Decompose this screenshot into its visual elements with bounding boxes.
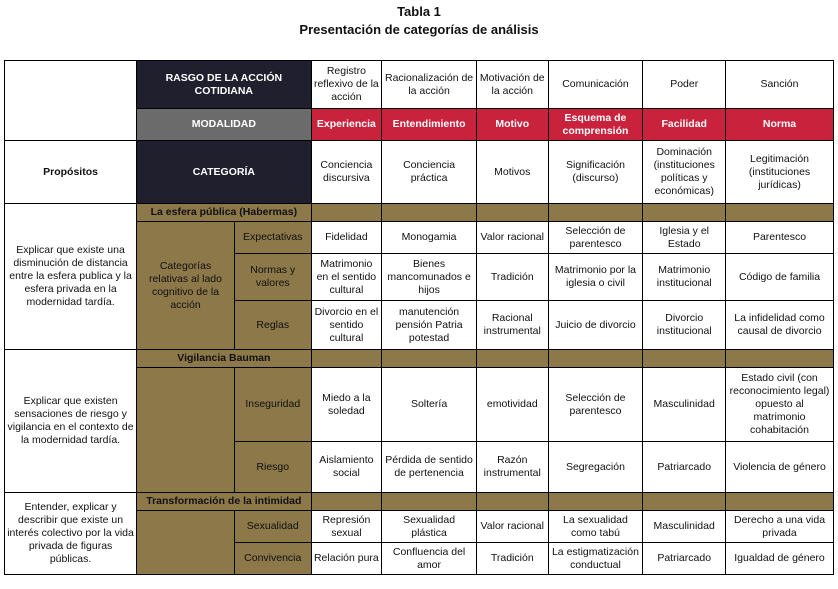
- table-cell: Soltería: [382, 368, 477, 442]
- table-cell: Parentesco: [726, 222, 834, 254]
- categoria-cell: Significación (discurso): [548, 141, 643, 204]
- row-label: Sexualidad: [234, 511, 311, 543]
- table-cell: Relación pura: [311, 543, 382, 575]
- table-cell: Código de familia: [726, 254, 834, 301]
- header-row-rasgo: [5, 61, 834, 109]
- table-cell: manutención pensión Patria potestad: [382, 301, 477, 350]
- purpose-cell: Explicar que existe una disminución de distancia entre la esfera publica y la esfera privada en la modernidad tardía.: [5, 204, 137, 350]
- table-cell: Masculinidad: [643, 511, 726, 543]
- table-cell: Violencia de género: [726, 442, 834, 493]
- modalidad-cell: Facilidad: [643, 109, 726, 141]
- rasgo-cell: Racionalización de la acción: [382, 61, 477, 109]
- header-blank-cell: [5, 61, 137, 141]
- modalidad-cell: Norma: [726, 109, 834, 141]
- row-label: Riesgo: [234, 442, 311, 493]
- table-cell: Patriarcado: [643, 543, 726, 575]
- table-cell: Miedo a la soledad: [311, 368, 382, 442]
- table-cell: Tradición: [476, 543, 548, 575]
- table-cell: La estigmatización conductual: [548, 543, 643, 575]
- header-rasgo-label: RASGO DE LA ACCIÓN COTIDIANA: [137, 61, 311, 109]
- rasgo-cell: Sanción: [726, 61, 834, 109]
- table-cell: Divorcio institucional: [643, 301, 726, 350]
- header-categoria-label: CATEGORÍA: [137, 141, 311, 204]
- rasgo-cell: Registro reflexivo de la acción: [311, 61, 382, 109]
- categoria-cell: Dominación (instituciones políticas y económicas): [643, 141, 726, 204]
- table-cell: La sexualidad como tabú: [548, 511, 643, 543]
- table-cell: Iglesia y el Estado: [643, 222, 726, 254]
- table-cell: Matrimonio institucional: [643, 254, 726, 301]
- caption-title: Tabla 1: [397, 4, 441, 19]
- row-label: Reglas: [234, 301, 311, 350]
- categoria-cell: Legitimación (instituciones jurídicas): [726, 141, 834, 204]
- table-cell: Represión sexual: [311, 511, 382, 543]
- group-blank-cell: [137, 368, 235, 493]
- group-label: Categorías relativas al lado cognitivo de la acción: [137, 222, 235, 350]
- modalidad-cell: Esquema de comprensión: [548, 109, 643, 141]
- row-label: Convivencia: [234, 543, 311, 575]
- table-cell: Matrimonio en el sentido cultural: [311, 254, 382, 301]
- modalidad-cell: Experiencia: [311, 109, 382, 141]
- table-cell: Aislamiento social: [311, 442, 382, 493]
- table-cell: Valor racional: [476, 222, 548, 254]
- propositos-label: Propósitos: [5, 141, 137, 204]
- purpose-cell: Entender, explicar y describir que existe un interés colectivo por la vida privada de figuras públicas.: [5, 493, 137, 575]
- table-cell: Sexualidad plástica: [382, 511, 477, 543]
- header-row-categoria: [5, 141, 834, 204]
- caption-subtitle: Presentación de categorías de análisis: [299, 22, 539, 37]
- table-cell: Racional instrumental: [476, 301, 548, 350]
- table-cell: Estado civil (con reconocimiento legal) opuesto al matrimonio cohabitación: [726, 368, 834, 442]
- table-cell: Selección de parentesco: [548, 222, 643, 254]
- table-cell: Derecho a una vida privada: [726, 511, 834, 543]
- table-cell: Tradición: [476, 254, 548, 301]
- table-cell: Monogamia: [382, 222, 477, 254]
- table-cell: Segregación: [548, 442, 643, 493]
- table-cell: emotividad: [476, 368, 548, 442]
- analysis-categories-table: [4, 60, 834, 575]
- row-label: Normas y valores: [234, 254, 311, 301]
- table-cell: Pérdida de sentido de pertenencia: [382, 442, 477, 493]
- table-cell: La infidelidad como causal de divorcio: [726, 301, 834, 350]
- section-title: Transformación de la intimidad: [137, 493, 311, 511]
- table-caption: [0, 0, 838, 39]
- table-cell: Valor racional: [476, 511, 548, 543]
- section-title: Vigilancia Bauman: [137, 350, 311, 368]
- section-title-row: [5, 350, 834, 368]
- categoria-cell: Conciencia discursiva: [311, 141, 382, 204]
- rasgo-cell: Poder: [643, 61, 726, 109]
- table-cell: Confluencia del amor: [382, 543, 477, 575]
- table-cell: Bienes mancomunados e hijos: [382, 254, 477, 301]
- table-cell: Igualdad de género: [726, 543, 834, 575]
- section-title-row: [5, 204, 834, 222]
- table-cell: Fidelidad: [311, 222, 382, 254]
- row-label: Expectativas: [234, 222, 311, 254]
- categoria-cell: Motivos: [476, 141, 548, 204]
- purpose-cell: Explicar que existen sensaciones de riesgo y vigilancia en el contexto de la modernidad tardía.: [5, 350, 137, 493]
- modalidad-cell: Motivo: [476, 109, 548, 141]
- table-cell: Divorcio en el sentido cultural: [311, 301, 382, 350]
- section-title-row: [5, 493, 834, 511]
- table-cell: Juicio de divorcio: [548, 301, 643, 350]
- section-title: La esfera pública (Habermas): [137, 204, 311, 222]
- table-cell: Selección de parentesco: [548, 368, 643, 442]
- group-blank-cell: [137, 511, 235, 575]
- modalidad-cell: Entendimiento: [382, 109, 477, 141]
- table-cell: Matrimonio por la iglesia o civil: [548, 254, 643, 301]
- row-label: Inseguridad: [234, 368, 311, 442]
- categoria-cell: Conciencia práctica: [382, 141, 477, 204]
- table-cell: Patriarcado: [643, 442, 726, 493]
- rasgo-cell: Comunicación: [548, 61, 643, 109]
- table-cell: Razón instrumental: [476, 442, 548, 493]
- header-modalidad-label: MODALIDAD: [137, 109, 311, 141]
- rasgo-cell: Motivación de la acción: [476, 61, 548, 109]
- table-cell: Masculinidad: [643, 368, 726, 442]
